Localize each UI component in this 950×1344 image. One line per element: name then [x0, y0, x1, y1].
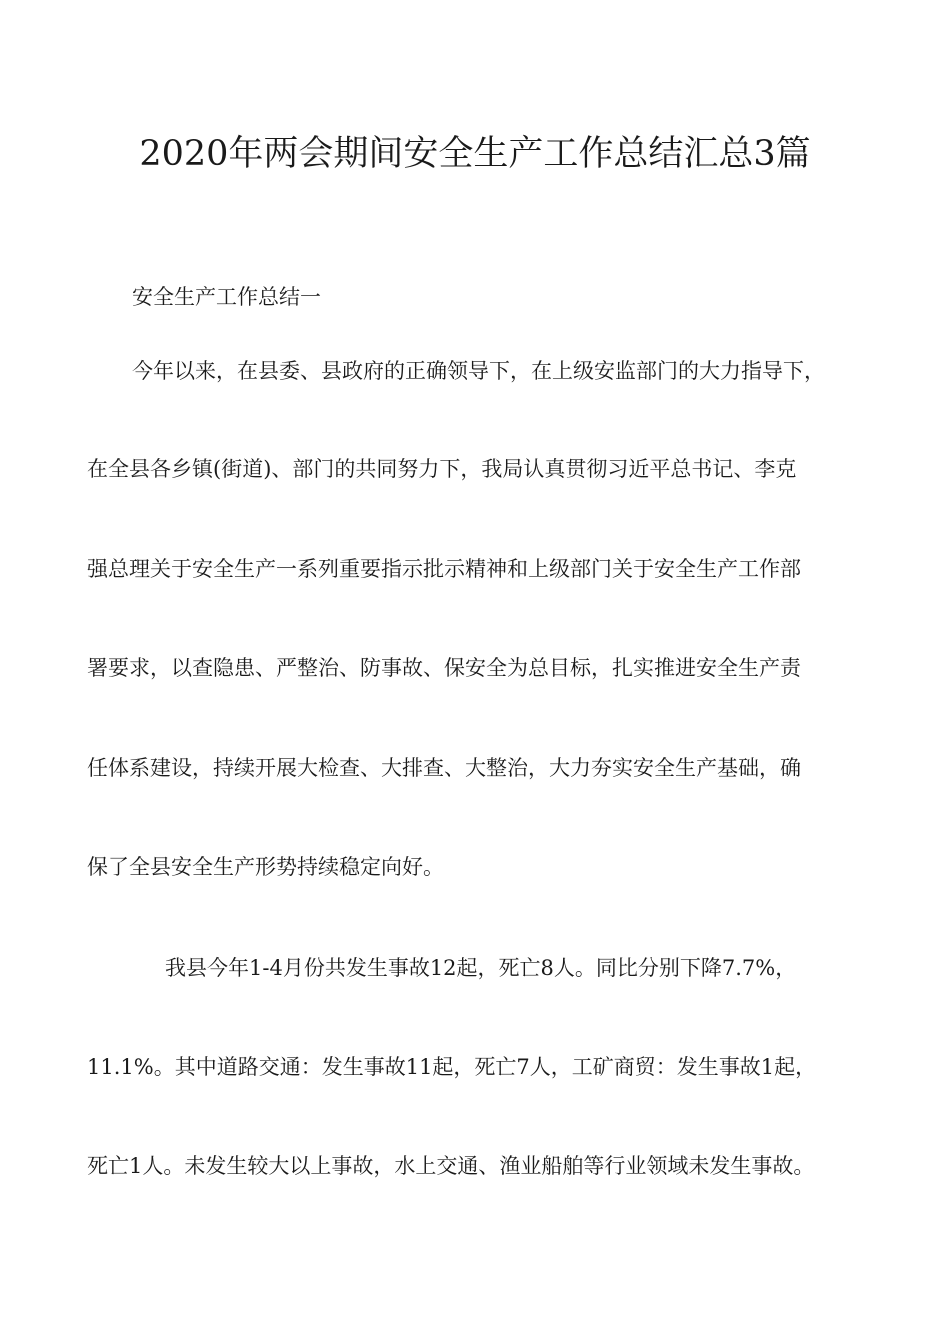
document-title: 2020年两会期间安全生产工作总结汇总3篇 — [139, 134, 811, 174]
paragraph-line: 我县今年1-4月份共发生事故12起，死亡8人。同比分别下降7.7%， — [165, 956, 797, 980]
paragraph-line: 死亡1人。未发生较大以上事故，水上交通、渔业船舶等行业领域未发生事故。 — [87, 1154, 815, 1178]
paragraph-line: 保了全县安全生产形势持续稳定向好。 — [87, 855, 444, 879]
paragraph-line: 在全县各乡镇(街道)、部门的共同努力下，我局认真贯彻习近平总书记、李克 — [87, 457, 797, 481]
paragraph-line: 署要求，以查隐患、严整治、防事故、保安全为总目标，扎实推进安全生产责 — [87, 656, 801, 680]
paragraph-line: 强总理关于安全生产一系列重要指示批示精神和上级部门关于安全生产工作部 — [87, 557, 801, 581]
section-heading: 安全生产工作总结一 — [132, 285, 321, 309]
paragraph-line: 今年以来，在县委、县政府的正确领导下，在上级安监部门的大力指导下， — [132, 359, 825, 383]
paragraph-line: 11.1%。其中道路交通：发生事故11起，死亡7人，工矿商贸：发生事故1起， — [87, 1055, 817, 1079]
paragraph-line: 任体系建设，持续开展大检查、大排查、大整治，大力夯实安全生产基础，确 — [87, 756, 801, 780]
